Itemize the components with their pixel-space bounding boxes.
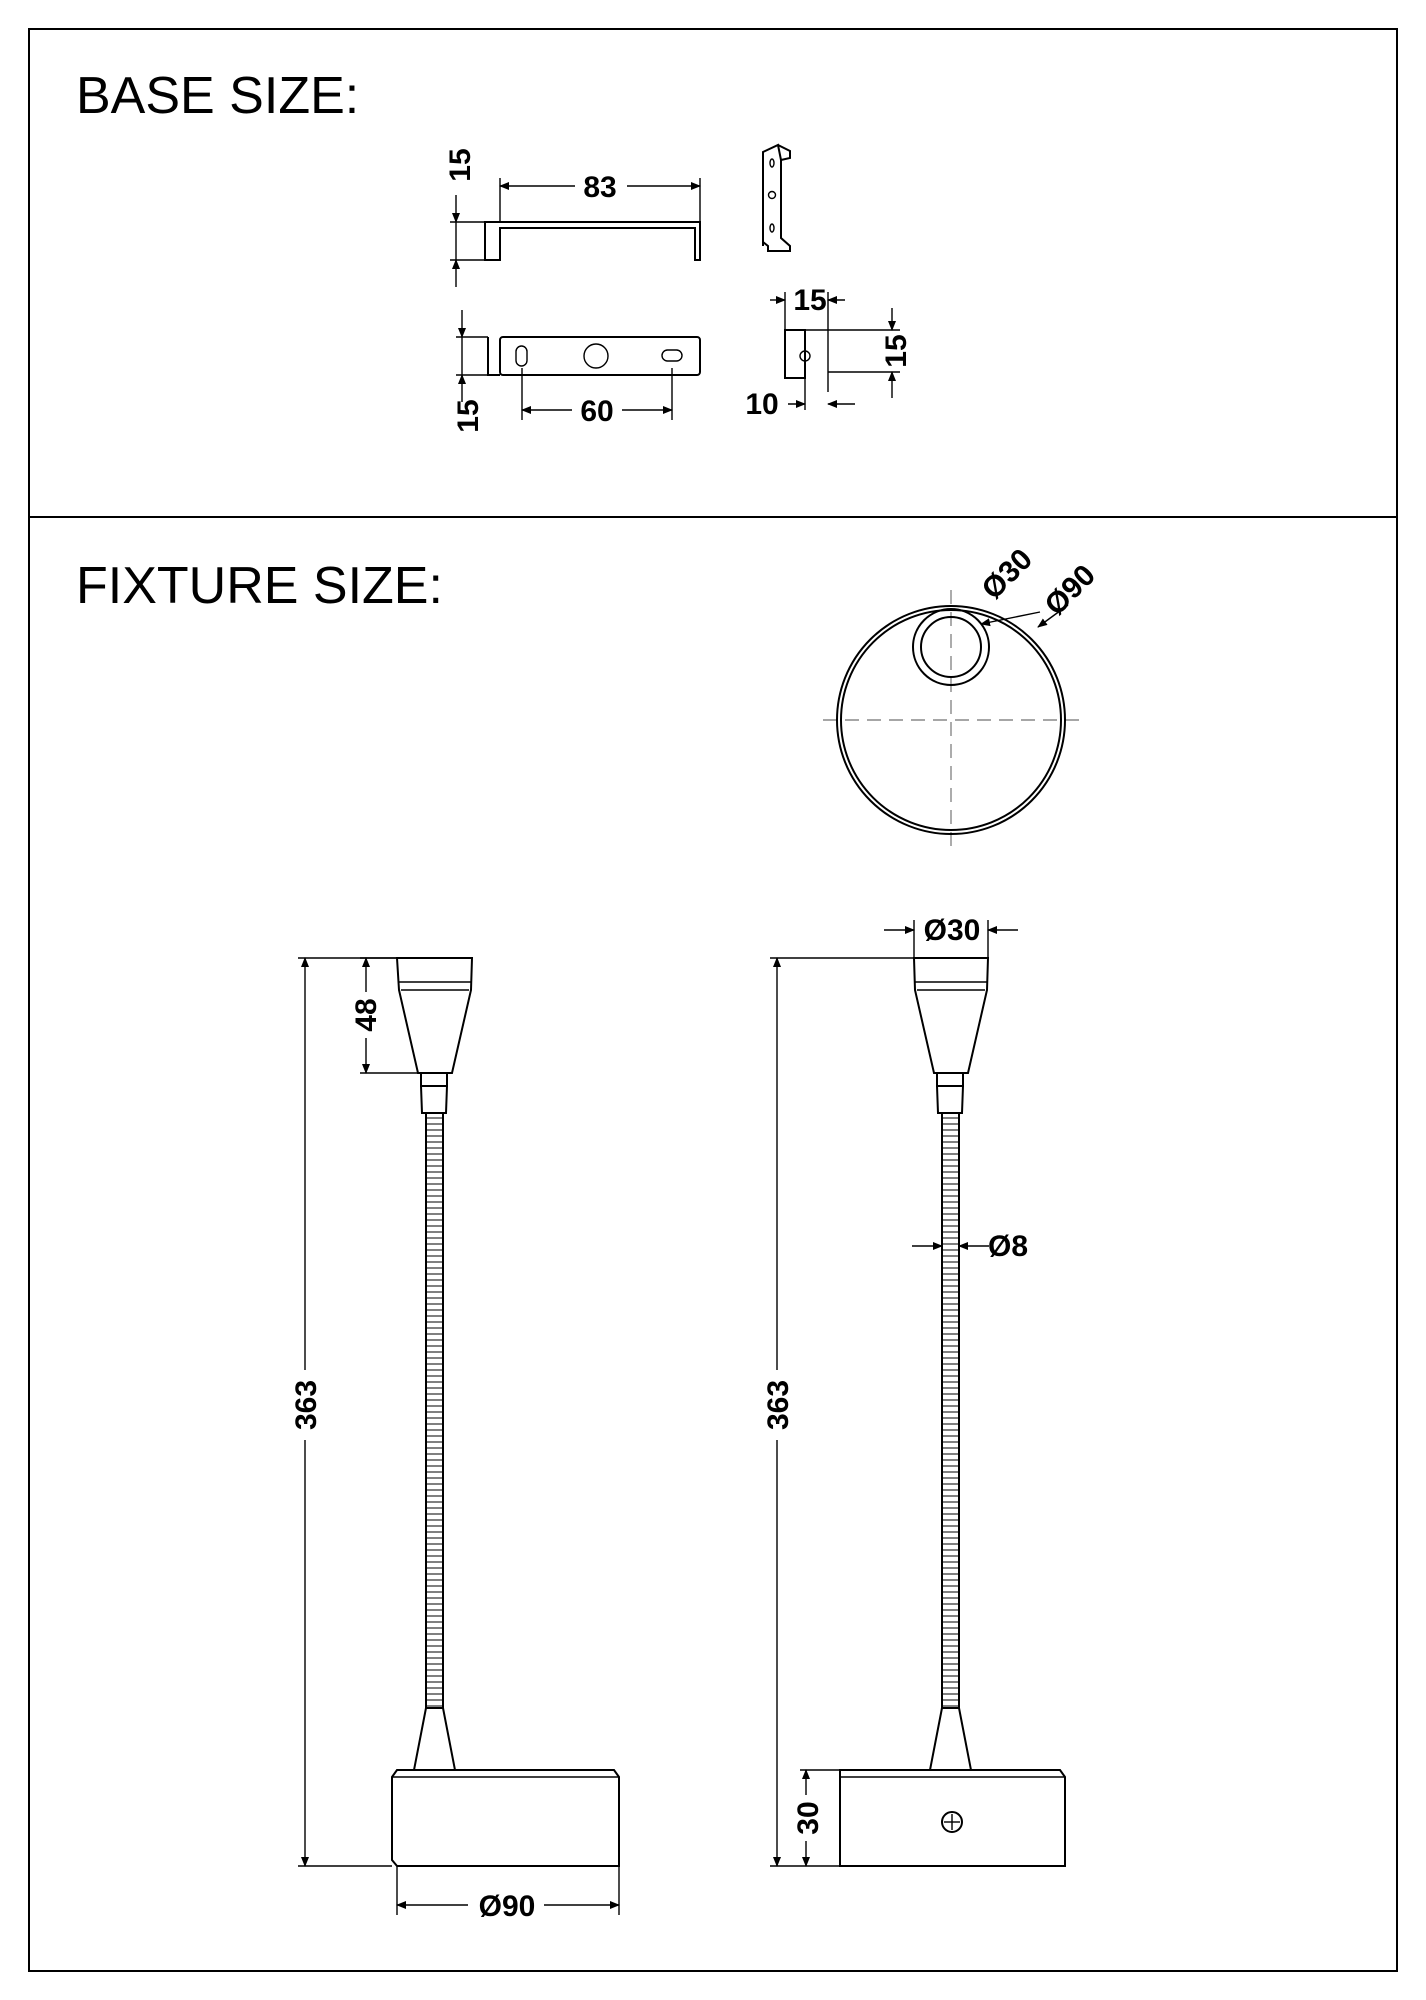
base-side-length-label: 83 (583, 171, 617, 204)
base-end-height-label: 15 (880, 334, 913, 368)
base-side-view (444, 148, 700, 287)
gooseneck-diameter-label: Ø8 (988, 1230, 1029, 1263)
fixture-side-view (762, 914, 1065, 1866)
base-front-height-label: 15 (452, 399, 485, 433)
base-hole-spacing-label: 60 (580, 395, 614, 428)
fixture-front-view (290, 958, 619, 1923)
base-front-view (452, 310, 700, 433)
base-iso-view (763, 145, 790, 251)
base-size-title: BASE SIZE: (76, 67, 360, 125)
head-diameter-label: Ø30 (923, 914, 981, 947)
top-hole-diameter-label: Ø30 (975, 542, 1040, 607)
fixture-size-title: FIXTURE SIZE: (76, 557, 443, 615)
drawing-frame (29, 29, 1397, 1971)
total-height-front-label: 363 (290, 1379, 323, 1431)
head-length-label: 48 (350, 998, 383, 1032)
base-height-label: 30 (792, 1801, 825, 1835)
base-side-height-label: 15 (444, 148, 477, 182)
total-height-side-label: 363 (762, 1379, 795, 1431)
top-outer-diameter-label: Ø90 (1038, 558, 1103, 623)
fixture-top-view (823, 543, 1102, 850)
base-end-width-label: 15 (793, 284, 827, 317)
base-diameter-label: Ø90 (478, 1890, 536, 1923)
base-end-offset-label: 10 (745, 388, 779, 421)
base-end-view (745, 284, 913, 421)
